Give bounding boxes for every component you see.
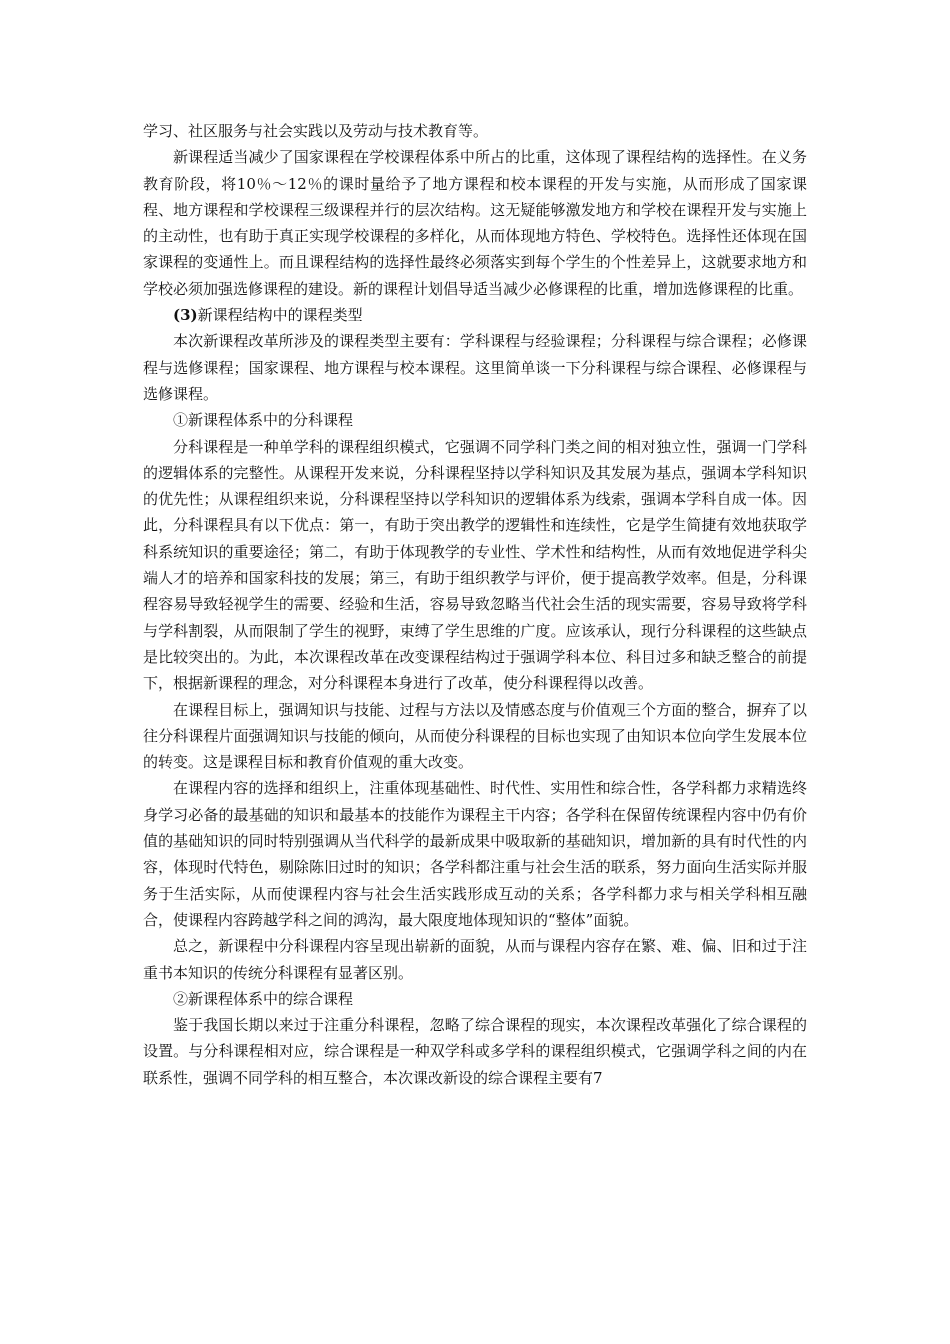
paragraph-course-goals: 在课程目标上，强调知识与技能、过程与方法以及情感态度与价值观三个方面的整合，摒弃了以往分科课程片面强调知识与技能的倾向，从而使分科课程的目标也实现了由知识本位向学生发展本位的转变。这是课程目标和教育价值观的重大改变。 <box>143 700 807 772</box>
paragraph-continuation: 学习、社区服务与社会实践以及劳动与技术教育等。 <box>143 122 489 140</box>
section-heading-text: 新课程结构中的课程类型 <box>197 306 363 325</box>
paragraph-course-types: 本次新课程改革所涉及的课程类型主要有：学科课程与经验课程；分科课程与综合课程；必修课程与选修课程；国家课程、地方课程与校本课程。这里简单谈一下分科课程与综合课程、必修课程与选修课程。 <box>143 332 807 403</box>
section-heading-course-types <box>143 302 807 328</box>
paragraph-integrated-courses: 鉴于我国长期以来过于注重分科课程，忽略了综合课程的现实，本次课程改革强化了综合课程的设置。与分科课程相对应，综合课程是一种双学科或多学科的课程组织模式，它强调学科之间的内在联系性，强调不同学科的相互整合，本次课改新设的综合课程主要有7 <box>143 1016 807 1087</box>
subheading-integrated-courses: ②新课程体系中的综合课程 <box>173 989 354 1008</box>
section-number: (3) <box>173 306 198 325</box>
paragraph-subject-courses: 分科课程是一种单学科的课程组织模式，它强调不同学科门类之间的相对独立性，强调一门学科的逻辑体系的完整性。从课程开发来说，分科课程坚持以学科知识及其发展为基点，强调本学科知识的优先性；从课程组织来说，分科课程坚持以学科知识的逻辑体系为线索，强调本学科自成一体。因此，分科课程具有以下优点：第一，有助于突出教学的逻辑性和连续性，它是学生简捷有效地获取学科系统知识的重要途径；第二，有助于体现教学的专业性、学术性和结构性，从而有效地促进学科尖端人才的培养和国家科技的发展；第三，有助于组织教学与评价，便于提高教学效率。但是，分科课程容易导致轻视学生的需要、经验和生活，容易导致忽略当代社会生活的现实需要，容易导致将学科与学科割裂，从而限制了学生的视野，束缚了学生思维的广度。应该承认，现行分科课程的这些缺点是比较突出的。为此，本次课程改革在改变课程结构过于强调学科本位、科目过多和缺乏整合的前提下，根据新课程的理念，对分科课程本身进行了改革，使分科课程得以改善。 <box>143 437 807 693</box>
paragraph-curriculum-selectivity: 新课程适当减少了国家课程在学校课程体系中所占的比重，这体现了课程结构的选择性。在义务教育阶段，将10％～12％的课时量给予了地方课程和校本课程的开发与实施，从而形成了国家课程、地方课程和学校课程三级课程并行的层次结构。这无疑能够激发地方和学校在课程开发与实施上的主动性，也有助于真正实现学校课程的多样化，从而体现地方特色、学校特色。选择性还体现在国家课程的变通性上。而且课程结构的选择性最终必须落实到每个学生的个性差异上，这就要求地方和学校必须加强选修课程的建设。新的课程计划倡导适当减少必修课程的比重，增加选修课程的比重。 <box>143 148 807 298</box>
document-page <box>143 118 807 1091</box>
paragraph-course-content: 在课程内容的选择和组织上，注重体现基础性、时代性、实用性和综合性，各学科都力求精选终身学习必备的最基础的知识和最基本的技能作为课程主干内容；各学科在保留传统课程内容中仍有价值的基础知识的同时特别强调从当代科学的最新成果中吸取新的基础知识，增加新的具有时代性的内容，体现时代特色，剔除陈旧过时的知识；各学科都注重与社会生活的联系，努力面向生活实际并服务于生活实际，从而使课程内容与社会生活实践形成互动的关系；各学科都力求与相关学科相互融合，使课程内容跨越学科之间的鸿沟，最大限度地体现知识的“整体”面貌。 <box>143 779 807 929</box>
paragraph-summary: 总之，新课程中分科课程内容呈现出崭新的面貌，从而与课程内容存在繁、难、偏、旧和过于注重书本知识的传统分科课程有显著区别。 <box>143 937 807 982</box>
subheading-subject-courses: ①新课程体系中的分科课程 <box>173 411 354 430</box>
